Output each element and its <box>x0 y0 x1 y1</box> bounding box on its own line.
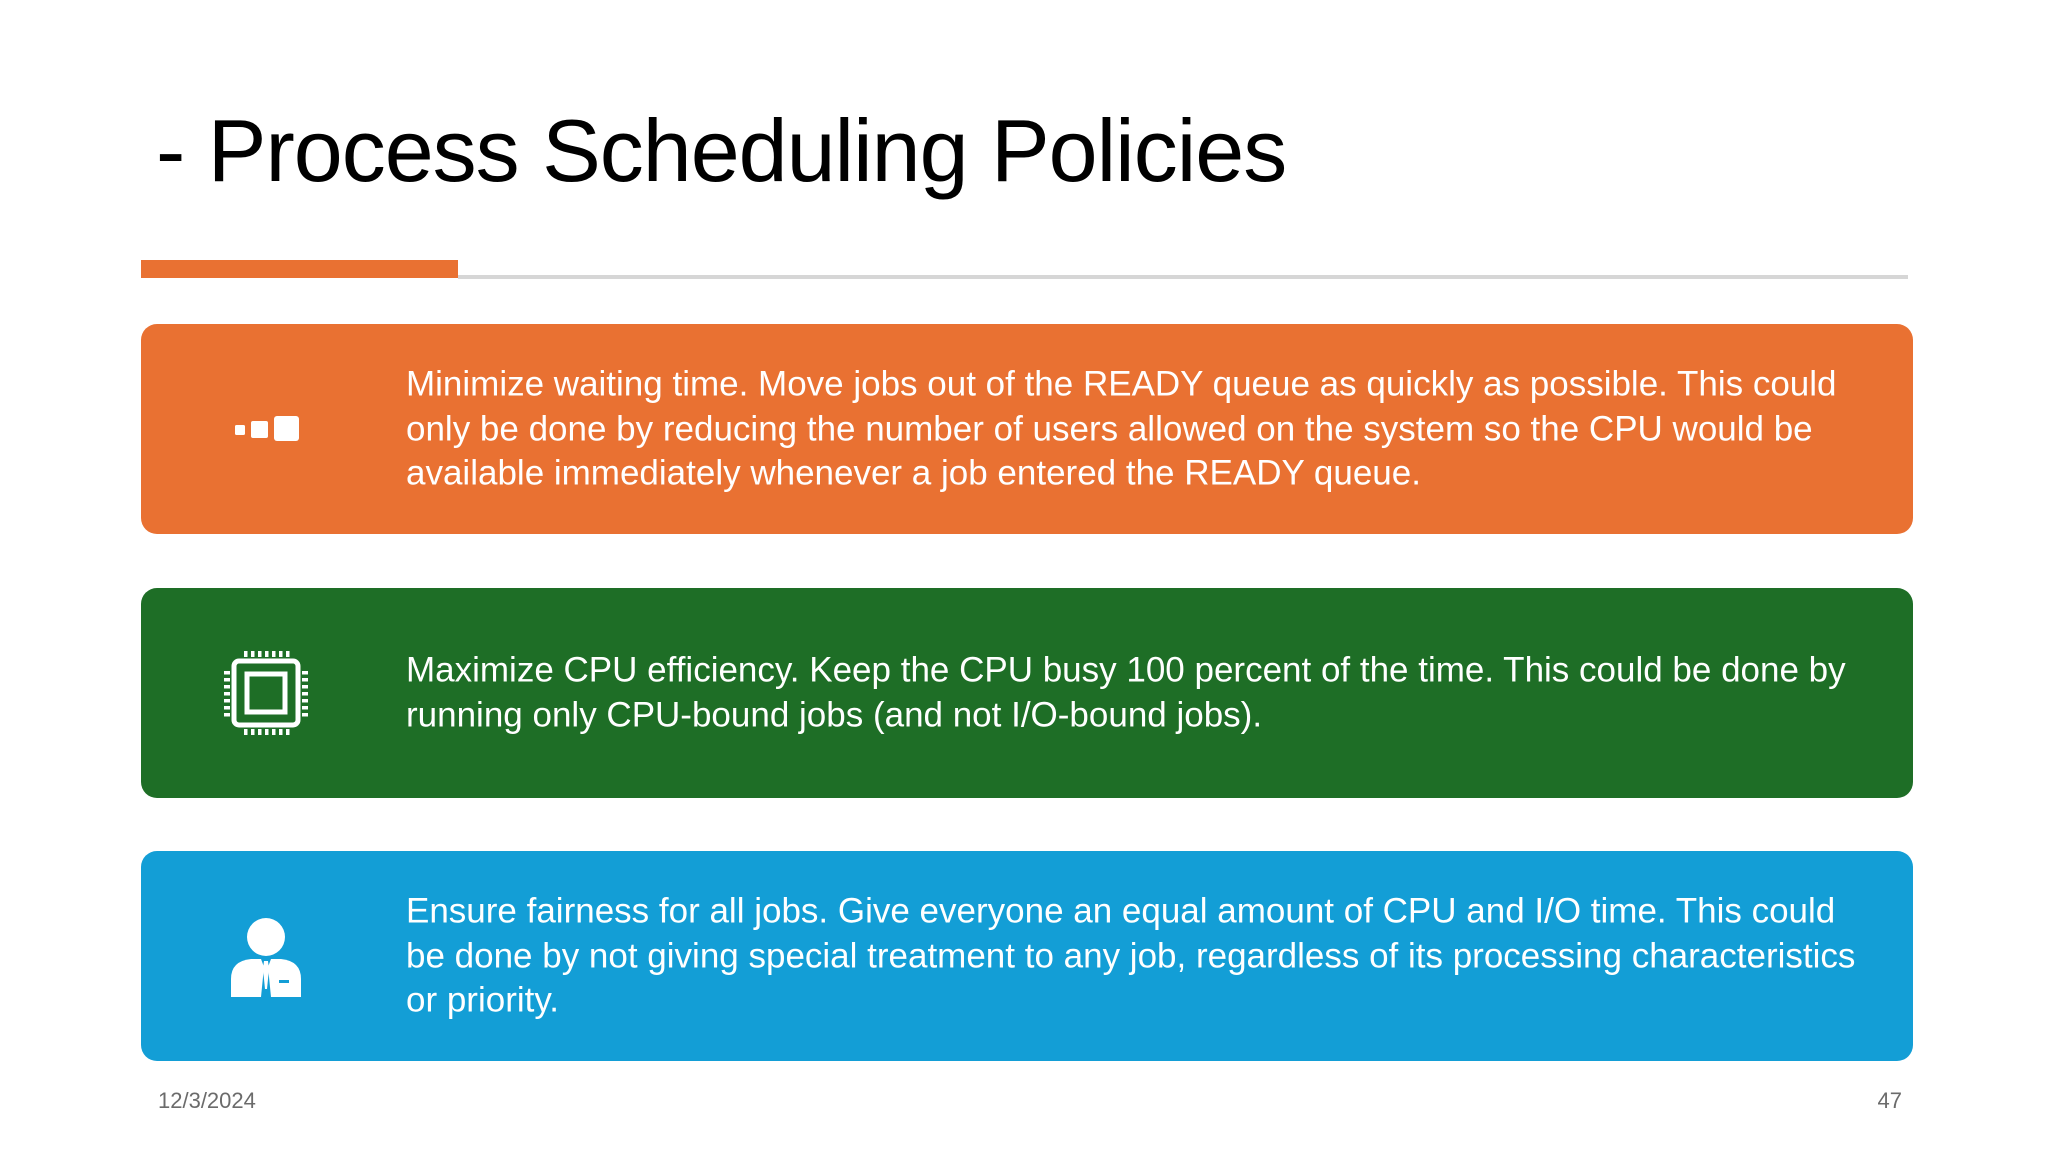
policy-card-text: Maximize CPU efficiency. Keep the CPU busy 100 percent of the time. This could be done by running only CPU-bound jobs (and not I/O-bound jobs). <box>406 650 1846 734</box>
cpu-chip-icon <box>211 638 321 748</box>
policy-card-fairness <box>141 851 1913 1061</box>
policy-card-cpu-efficiency <box>141 588 1913 798</box>
queue-blocks-icon <box>211 374 321 484</box>
policy-card-text: Ensure fairness for all jobs. Give everyone an equal amount of CPU and I/O time. This could be done by not giving special treatment to any job, regardless of its processing characteristics or priority. <box>406 891 1856 1020</box>
policy-card-text: Minimize waiting time. Move jobs out of the READY queue as quickly as possible. This could only be done by reducing the number of users allowed on the system so the CPU would be available immediately whenever a job entered the READY queue. <box>406 364 1837 493</box>
title-accent-bar <box>141 260 458 278</box>
person-icon <box>211 901 321 1011</box>
slide-title: - Process Scheduling Policies <box>156 101 1287 200</box>
title-divider <box>458 275 1908 279</box>
policy-card-waiting-time <box>141 324 1913 534</box>
slide-page-number: 47 <box>1877 1088 1902 1113</box>
slide-date: 12/3/2024 <box>158 1088 256 1113</box>
